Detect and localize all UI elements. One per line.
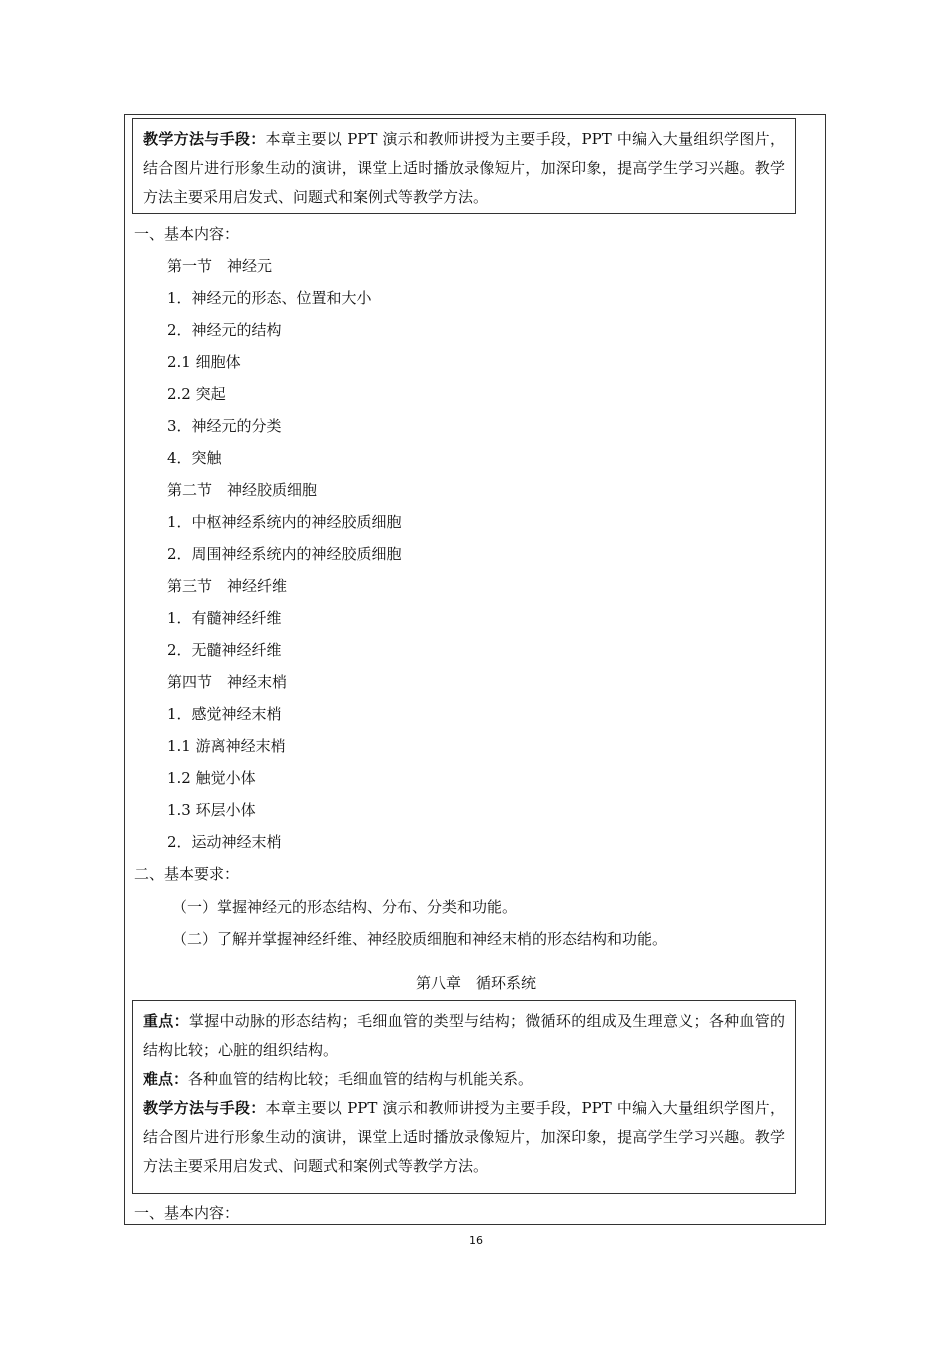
teaching-method-text: 本章主要以 PPT 演示和教师讲授为主要手段，PPT 中编入大量组织学图片，结合图片进行形象生动的演讲，课堂上适时播放录像短片，加深印象，提高学生学习兴趣。教学方法主要采用启发式、问题式和案例式等教学方法。: [143, 130, 785, 206]
outline-item: 2．神经元的结构: [167, 321, 282, 339]
teaching-method-box: [132, 118, 796, 214]
difficulty-label: 难点：: [143, 1070, 189, 1088]
outline-item: 1.1 游离神经末梢: [167, 737, 286, 755]
requirement-item: （二）了解并掌握神经纤维、神经胶质细胞和神经末梢的形态结构和功能。: [172, 930, 668, 948]
outline-item: 第二节 神经胶质细胞: [167, 481, 318, 499]
page-number: 16: [469, 1234, 483, 1247]
outline-item: 第四节 神经末梢: [167, 673, 288, 691]
outline-item: 第三节 神经纤维: [167, 577, 288, 595]
outline-item: 2．周围神经系统内的神经胶质细胞: [167, 545, 402, 563]
teaching-method-text-2: 本章主要以 PPT 演示和教师讲授为主要手段，PPT 中编入大量组织学图片，结合图片进行形象生动的演讲，课堂上适时播放录像短片，加深印象，提高学生学习兴趣。教学方法主要采用启发式、问题式和案例式等教学方法。: [143, 1099, 785, 1175]
outline-item: 第一节 神经元: [167, 257, 273, 275]
focus-label: 重点：: [143, 1012, 189, 1030]
section-heading-basic-content: 一、基本内容：: [134, 225, 240, 243]
teaching-method-paragraph-2: [143, 1094, 785, 1181]
outline-item: 1．中枢神经系统内的神经胶质细胞: [167, 513, 402, 531]
outline-item: 1．神经元的形态、位置和大小: [167, 289, 372, 307]
focus-text: 掌握中动脉的形态结构；毛细血管的类型与结构；微循环的组成及生理意义；各种血管的结构比较；心脏的组织结构。: [143, 1012, 785, 1059]
outline-item: 2.2 突起: [167, 385, 226, 403]
outline-item: 2.1 细胞体: [167, 353, 241, 371]
outline-item: 4．突触: [167, 449, 222, 467]
outline-item: 2．无髓神经纤维: [167, 641, 282, 659]
outline-item: 1．有髓神经纤维: [167, 609, 282, 627]
difficulty-text: 各种血管的结构比较；毛细血管的结构与机能关系。: [188, 1070, 534, 1088]
outline-item: 1.2 触觉小体: [167, 769, 256, 787]
chapter-title: 第八章 循环系统: [415, 974, 536, 992]
section-heading-basic-content-2: 一、基本内容：: [134, 1204, 240, 1222]
outline-item: 1.3 环层小体: [167, 801, 256, 819]
teaching-method-label-2: 教学方法与手段：: [143, 1099, 266, 1117]
teaching-method-paragraph: [143, 125, 785, 212]
teaching-method-label: 教学方法与手段：: [143, 130, 266, 148]
outline-item: 2．运动神经末梢: [167, 833, 282, 851]
outline-item: 1．感觉神经末梢: [167, 705, 282, 723]
requirement-item: （一）掌握神经元的形态结构、分布、分类和功能。: [172, 898, 518, 916]
outline-item: 3．神经元的分类: [167, 417, 282, 435]
focus-paragraph: [143, 1007, 785, 1065]
key-points-box: [132, 1000, 796, 1194]
difficulty-paragraph: [143, 1065, 785, 1094]
section-heading-basic-requirements: 二、基本要求：: [134, 865, 240, 883]
